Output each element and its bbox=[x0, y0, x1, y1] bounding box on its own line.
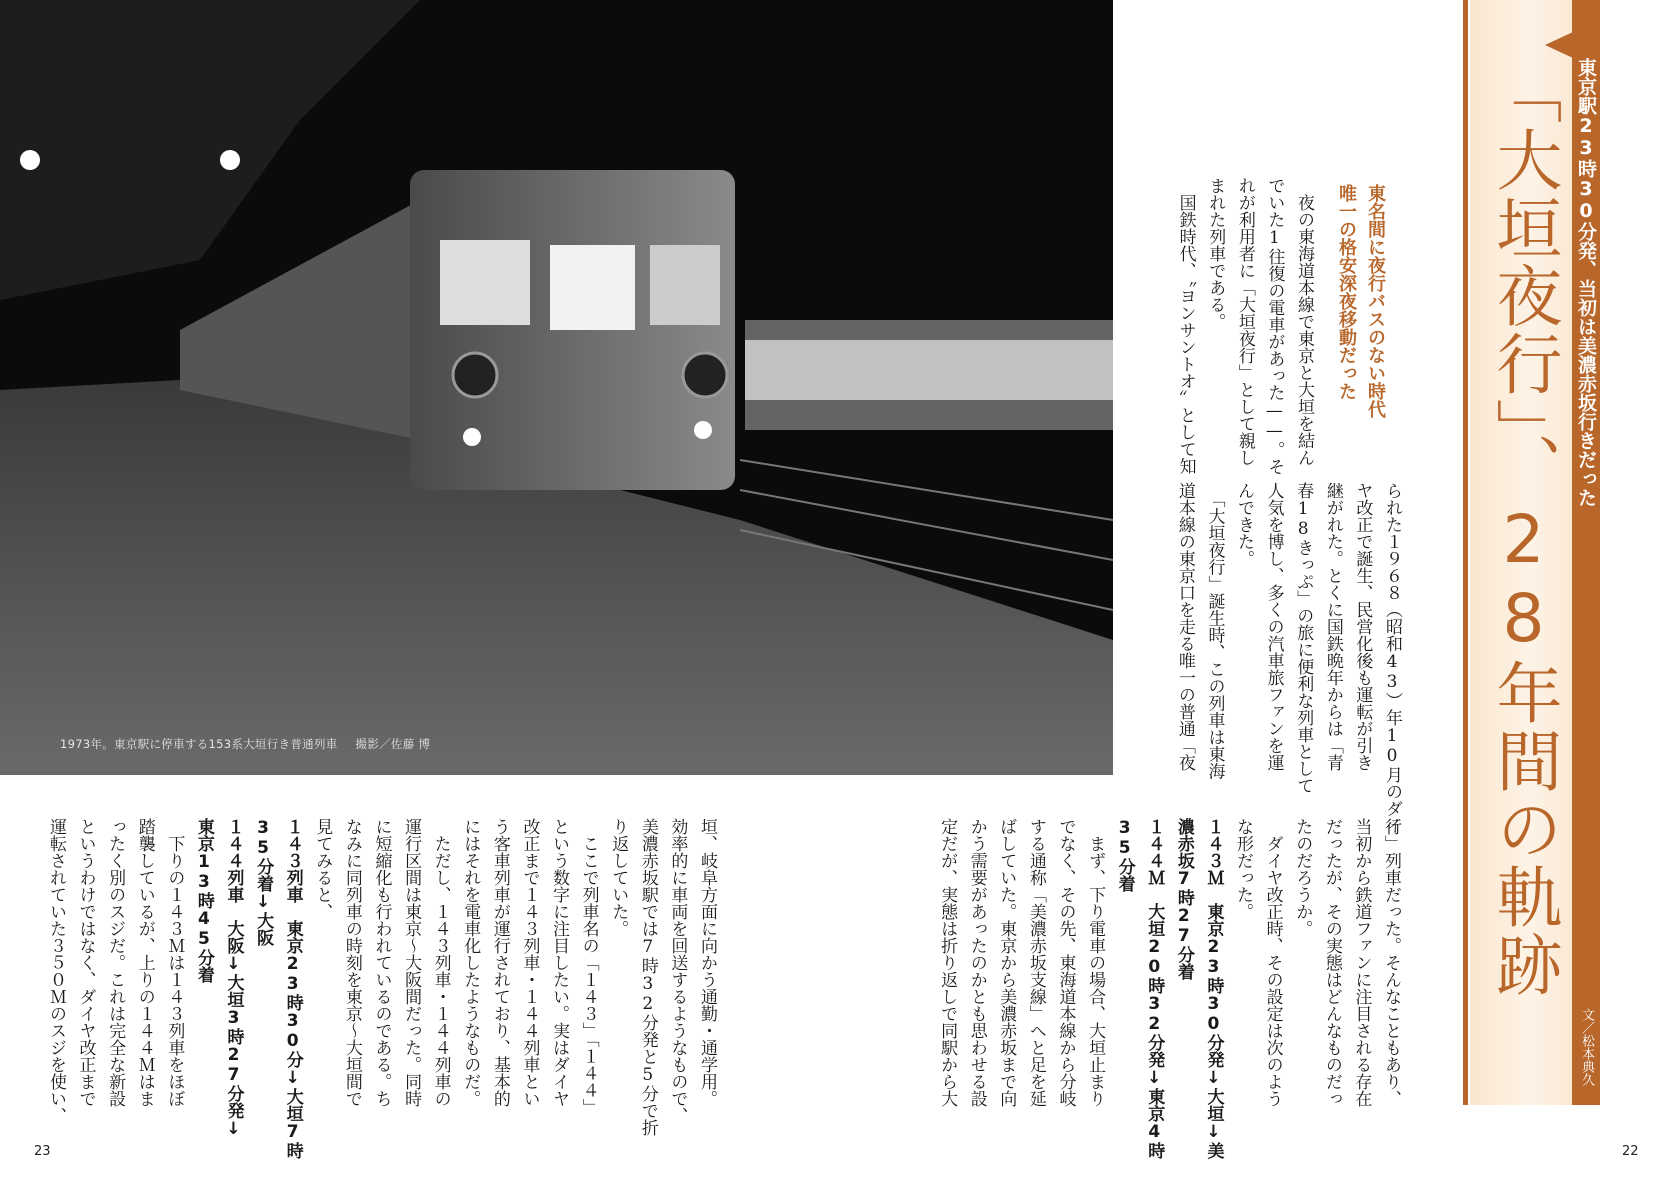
body-text-line: する通称「美濃赤坂支線」へと足を延 bbox=[1025, 818, 1046, 1107]
section-heading bbox=[1332, 184, 1390, 418]
body-text-line: られた１９６８（昭和43）年10月のダイ bbox=[1382, 482, 1402, 834]
body-text-line: 夜の東海道本線で東京と大垣を結ん bbox=[1294, 177, 1314, 466]
platform-lamp bbox=[220, 150, 240, 170]
timetable-line: １４４列車 大阪↓大垣3時27分発↓ bbox=[223, 818, 244, 1139]
body-text-line: 下りの１４３Ｍは１４３列車をほぼ bbox=[164, 818, 185, 1107]
article-title: 「大垣夜行」、28年間の軌跡 bbox=[1485, 58, 1562, 999]
body-text-line: ここで列車名の「１４３」「１４４」 bbox=[578, 818, 599, 1116]
far-platform-lights bbox=[745, 340, 1113, 400]
body-text-line: れが利用者に「大垣夜行」として親し bbox=[1234, 177, 1255, 466]
body-text-line: 垣、岐阜方面に向かう通勤・通学用。 bbox=[697, 818, 717, 1107]
timetable-line: １４３Ｍ 東京23時30分発↓大垣↓美 bbox=[1203, 818, 1224, 1159]
body-text-line: だったが、その実態はどんなものだっ bbox=[1321, 818, 1342, 1107]
body-text-line: でいた1往復の電車があった——。そ bbox=[1264, 177, 1285, 475]
body-text-line: にはそれを電車化したようなものだ。 bbox=[460, 818, 481, 1107]
heading-line: 唯一の格安深夜移動だった bbox=[1336, 184, 1357, 400]
body-text-line: 当初から鉄道ファンに注目される存在 bbox=[1351, 818, 1372, 1107]
body-text-line: に短縮化も行われているのである。ち bbox=[371, 818, 392, 1107]
timetable-line: 東京13時45分着 bbox=[193, 818, 214, 983]
body-text-line: 運転されていた３５０Ｍのスジを使い、 bbox=[45, 818, 66, 1124]
body-text-line: 道本線の東京口を走る唯一の普通「夜 bbox=[1174, 482, 1195, 771]
headlight bbox=[683, 353, 727, 397]
body-text-line: でなく、その先、東海道本線から分岐 bbox=[1055, 818, 1076, 1107]
caption-text: 1973年。東京駅に停車する153系大垣行き普通列車 bbox=[60, 737, 338, 751]
body-text-line: 春18きっぷ」の旅に便利な列車として bbox=[1293, 482, 1314, 794]
timetable-line: 35分着 bbox=[1114, 818, 1135, 892]
body-text-line: たのだろうか。 bbox=[1292, 818, 1313, 937]
body-text-line: ダイヤ改正時、その設定は次のよう bbox=[1262, 818, 1283, 1107]
train-door-window bbox=[550, 245, 635, 330]
body-text-block-4 bbox=[40, 818, 721, 1159]
train-window bbox=[650, 245, 720, 325]
platform-lamp bbox=[20, 150, 40, 170]
timetable-line: 35分着↓大阪 bbox=[253, 818, 274, 946]
body-text-block-3 bbox=[932, 818, 1406, 1159]
body-text-block-1 bbox=[1170, 177, 1318, 475]
body-text-line: な形だった。 bbox=[1233, 818, 1254, 920]
heading-line: 東名間に夜行バスのない時代 bbox=[1365, 184, 1386, 418]
body-text-line: ヤ改正で誕生、民営化後も運転が引き bbox=[1352, 482, 1373, 771]
body-text-line: ばしていた。東京から美濃赤坂まで向 bbox=[996, 818, 1017, 1107]
title-band-rule bbox=[1463, 0, 1468, 1105]
body-text-line: 行」列車だった。そんなこともあり、 bbox=[1381, 818, 1401, 1107]
body-text-line: 定だが、実態は折り返しで同駅から大 bbox=[937, 818, 958, 1107]
body-text-line: 国鉄時代、〝ヨンサントオ〟として知 bbox=[1175, 177, 1196, 475]
body-text-line: 人気を博し、多くの汽車旅ファンを運 bbox=[1263, 482, 1284, 771]
subtitle-arrow-icon bbox=[1545, 32, 1573, 58]
body-text-line: 見てみると、 bbox=[312, 818, 333, 920]
train-window bbox=[440, 240, 530, 325]
body-text-line: 美濃赤坂駅では7時32分発と5分で折 bbox=[637, 818, 658, 1136]
body-text-line: 運行区間は東京〜大阪間だった。同時 bbox=[401, 818, 422, 1107]
headlight bbox=[453, 353, 497, 397]
body-text-line: かう需要があったのかとも思わせる設 bbox=[966, 818, 987, 1107]
body-text-line: ったく別のスジだ。これは完全な新設 bbox=[105, 818, 126, 1107]
train-photo bbox=[0, 0, 1113, 775]
body-text-line: まず、下り電車の場合、大垣止まり bbox=[1085, 818, 1106, 1107]
page-number-right: 22 bbox=[1622, 1144, 1639, 1159]
article-subtitle: 東京駅23時30分発、当初は美濃赤坂行きだった bbox=[1575, 58, 1597, 507]
byline: 文／松本典久 bbox=[1572, 1004, 1600, 1102]
page-number-left: 23 bbox=[34, 1144, 51, 1159]
tail-light bbox=[463, 428, 481, 446]
body-text-line: う客車列車が運行されており、基本的 bbox=[489, 818, 510, 1107]
body-text-line: 継がれた。とくに国鉄晩年からは「青 bbox=[1322, 482, 1343, 771]
body-text-line: という数字に注目したい。実はダイヤ bbox=[549, 818, 570, 1107]
timetable-line: １４３列車 東京23時30分↓大垣7時 bbox=[282, 818, 303, 1159]
photo-credit: 撮影／佐藤 博 bbox=[355, 737, 431, 751]
body-text-line: んできた。 bbox=[1234, 482, 1255, 567]
timetable-line: 濃赤坂7時27分着 bbox=[1173, 818, 1194, 980]
body-text-block-2 bbox=[1169, 482, 1406, 834]
body-text-line: 「大垣夜行」誕生時、この列車は東海 bbox=[1204, 482, 1225, 780]
tail-light bbox=[694, 421, 712, 439]
body-text-line: というわけではなく、ダイヤ改正まで bbox=[75, 818, 96, 1107]
body-text-line: まれた列車である。 bbox=[1205, 177, 1226, 330]
photo-caption bbox=[60, 736, 430, 752]
timetable-line: １４４Ｍ 大垣20時32分発↓東京4時 bbox=[1144, 818, 1165, 1159]
body-text-line: 踏襲しているが、上りの１４４Ｍはま bbox=[134, 818, 155, 1107]
body-text-line: り返していた。 bbox=[608, 818, 629, 937]
body-text-line: ただし、１４３列車・１４４列車の bbox=[430, 818, 451, 1107]
body-text-line: なみに同列車の時刻を東京〜大垣間で bbox=[341, 818, 362, 1107]
body-text-line: 効率的に車両を回送するようなもので、 bbox=[667, 818, 688, 1124]
body-text-line: 改正まで１４３列車・１４４列車とい bbox=[519, 818, 540, 1107]
train-photo-illustration bbox=[0, 0, 1113, 775]
